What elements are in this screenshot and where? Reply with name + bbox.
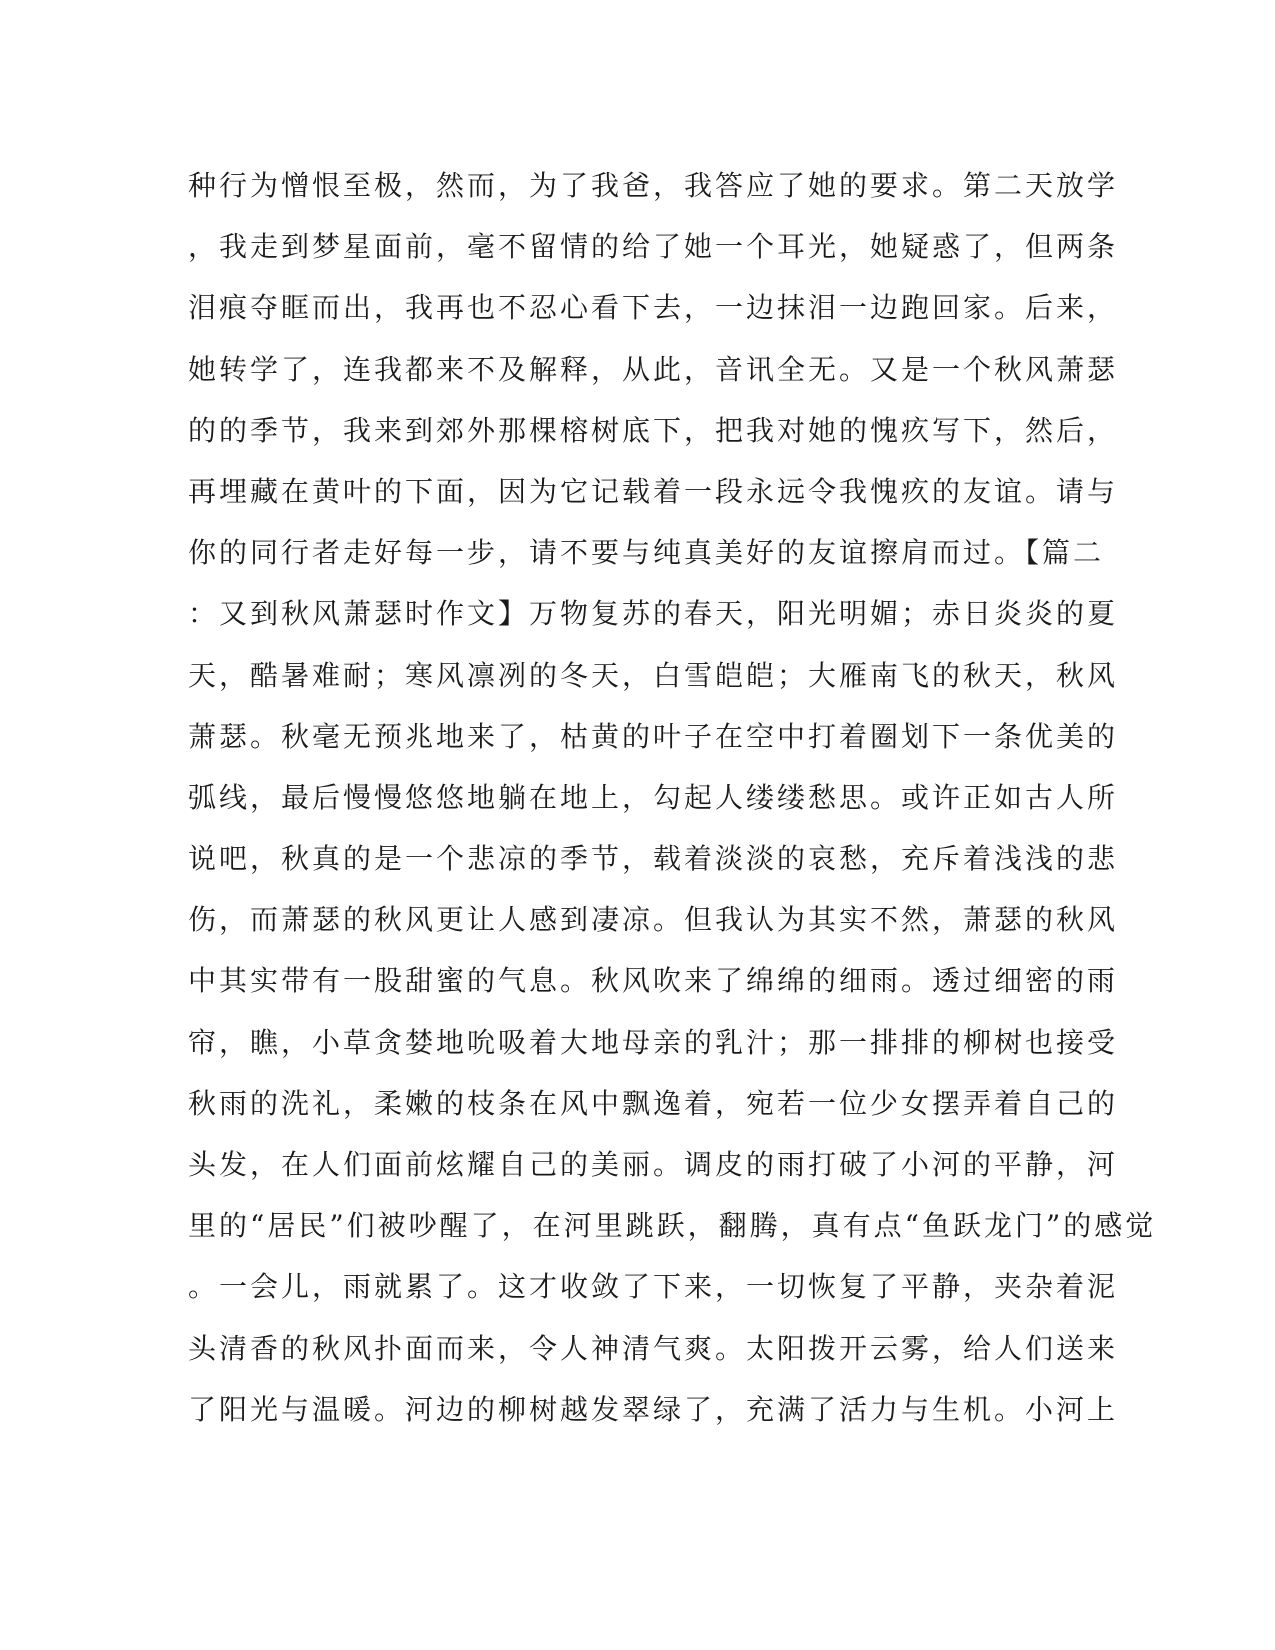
text-line: 里的“居民”们被吵醒了，在河里跳跃，翻腾，真有点“鱼跃龙门”的感觉 [188,1209,1157,1243]
text-line: 秋雨的洗礼，柔嫩的枝条在风中飘逸着，宛若一位少女摆弄着自己的 [188,1086,1119,1120]
text-line: 泪痕夺眶而出，我再也不忍心看下去，一边抹泪一边跑回家。后来， [188,291,1119,325]
text-line: 天，酷暑难耐；寒风凛冽的冬天，白雪皑皑；大雁南飞的秋天，秋风 [188,658,1119,692]
text-line: 伤，而萧瑟的秋风更让人感到凄凉。但我认为其实不然，萧瑟的秋风 [188,903,1119,937]
text-line: 中其实带有一股甜蜜的气息。秋风吹来了绵绵的细雨。透过细密的雨 [188,964,1119,998]
text-line: 她转学了，连我都来不及解释，从此，音讯全无。又是一个秋风萧瑟 [188,352,1119,386]
text-line: 弧线，最后慢慢悠悠地躺在地上，勾起人缕缕愁思。或许正如古人所 [188,780,1119,814]
text-line: 了阳光与温暖。河边的柳树越发翠绿了，充满了活力与生机。小河上 [188,1392,1119,1426]
text-line: ，我走到梦星面前，毫不留情的给了她一个耳光，她疑惑了，但两条 [188,230,1119,264]
text-line: 你的同行者走好每一步，请不要与纯真美好的友谊擦肩而过。【篇二 [188,536,1105,570]
text-line: 的的季节，我来到郊外那棵榕树底下，把我对她的愧疚写下，然后， [188,413,1119,447]
body-text [188,166,1157,1451]
text-line: 再埋藏在黄叶的下面，因为它记载着一段永远令我愧疚的友谊。请与 [188,474,1119,508]
text-line: 。一会儿，雨就累了。这才收敛了下来，一切恢复了平静，夹杂着泥 [188,1270,1119,1304]
text-line: 帘，瞧，小草贪婪地吮吸着大地母亲的乳汁；那一排排的柳树也接受 [188,1025,1119,1059]
text-line: 说吧，秋真的是一个悲凉的季节，载着淡淡的哀愁，充斥着浅浅的悲 [188,842,1119,876]
text-line: 萧瑟。秋毫无预兆地来了，枯黄的叶子在空中打着圈划下一条优美的 [188,719,1119,753]
text-line: 头清香的秋风扑面而来，令人神清气爽。太阳拨开云雾，给人们送来 [188,1331,1119,1365]
text-line: 头发，在人们面前炫耀自己的美丽。调皮的雨打破了小河的平静，河 [188,1148,1119,1181]
text-line: 种行为憎恨至极，然而，为了我爸，我答应了她的要求。第二天放学 [188,169,1119,202]
text-line: ：又到秋风萧瑟时作文】万物复苏的春天，阳光明媚；赤日炎炎的夏 [188,597,1119,631]
